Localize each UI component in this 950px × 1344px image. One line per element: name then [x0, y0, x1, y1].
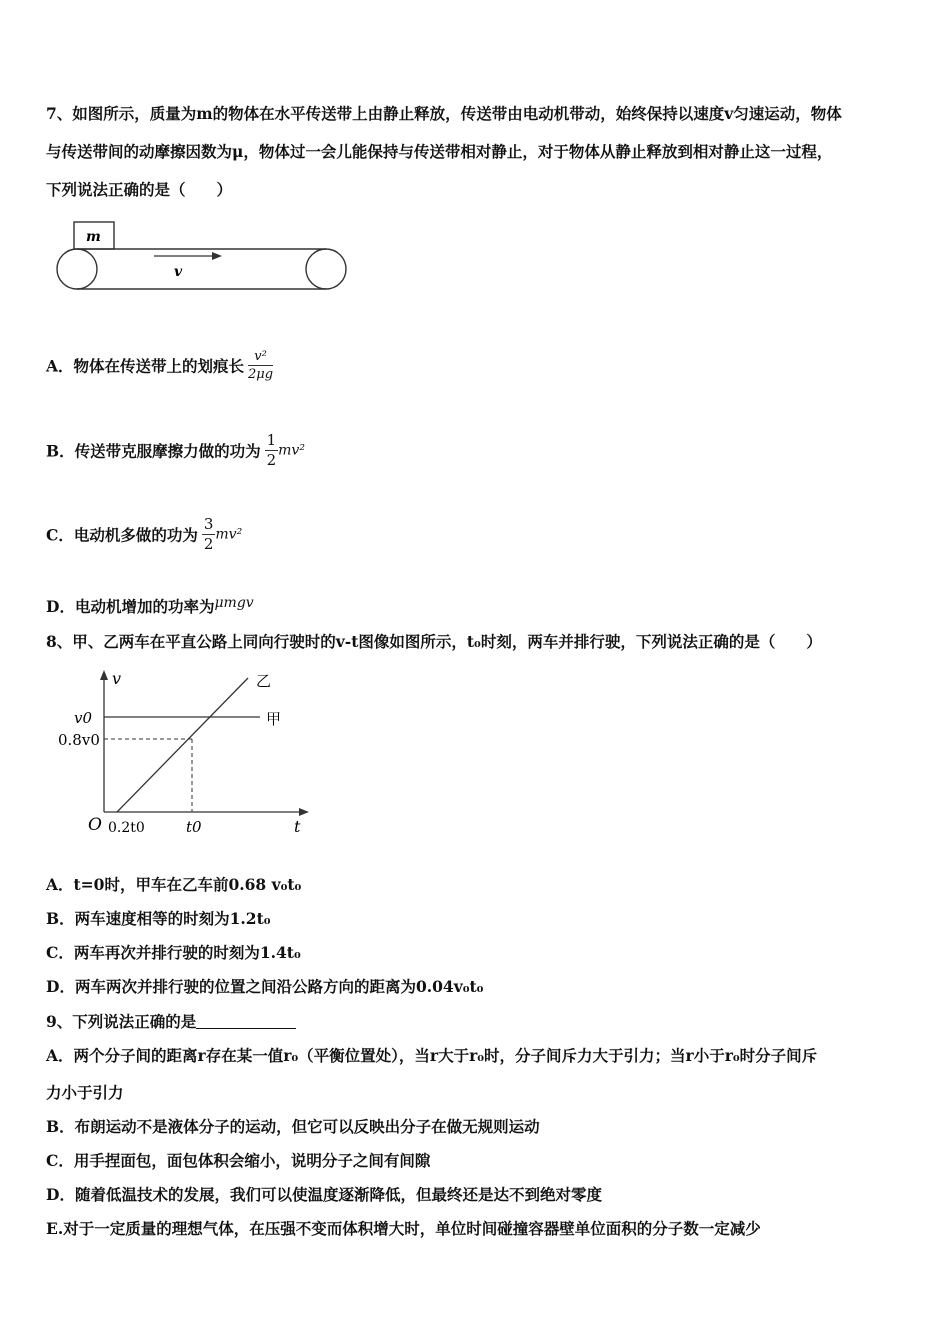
y-axis-label: v: [112, 669, 122, 688]
q9-option-b: B．布朗运动不是液体分子的运动，但它可以反映出分子在做无规则运动: [46, 1117, 540, 1136]
q7-stem-line-2: 与传送带间的动摩擦因数为μ，物体过一会儿能保持与传送带相对静止，对于物体从静止释放到相对静止这一过程，: [46, 142, 833, 161]
q7-option-a: A．物体在传送带上的划痕长 $\frac{\text{v²}}{2\mu g}$: [46, 349, 274, 382]
yi-label: 乙: [256, 672, 272, 690]
answer-blank: [196, 1014, 296, 1029]
q9-option-d: D．随着低温技术的发展，我们可以使温度逐渐降低，但最终还是达不到绝对零度: [46, 1185, 602, 1204]
q7-stem-line-1: 7、如图所示，质量为m的物体在水平传送带上由静止释放，传送带由电动机带动，始终保持以速度v匀速运动，物体: [46, 104, 842, 123]
left-roller: [57, 249, 97, 289]
velocity-label: v: [174, 264, 183, 280]
vt-graph: [52, 664, 312, 840]
q8-option-a: A．t=0时，甲车在乙车前0.68 v₀t₀: [46, 875, 302, 894]
v08-label: 0.8v0: [58, 731, 100, 749]
q9-option-e: E.对于一定质量的理想气体，在压强不变而体积增大时，单位时间碰撞容器壁单位面积的分子数一定减少: [46, 1219, 761, 1238]
t0-label: t0: [186, 818, 202, 836]
block-m-label: m: [86, 229, 101, 245]
right-roller: [306, 249, 346, 289]
yi-line: [117, 678, 248, 812]
q9-stem: 9、下列说法正确的是: [46, 1010, 296, 1032]
jia-label: 甲: [266, 710, 282, 728]
q9-option-a-line-1: A．两个分子间的距离r存在某一值r₀（平衡位置处），当r大于r₀时，分子间斥力大于引力；当r小于r₀时分子间斥: [46, 1046, 818, 1065]
origin-label: O: [88, 815, 102, 835]
q7-stem-line-3: 下列说法正确的是（ ）: [46, 180, 233, 199]
q8-stem: 8、甲、乙两车在平直公路上同向行驶时的v-t图像如图所示，t₀时刻，两车并排行驶，下列说法正确的是（ ）: [46, 632, 822, 651]
q8-option-b: B．两车速度相等的时刻为1.2t₀: [46, 909, 271, 928]
q9-option-a-line-2: 力小于引力: [46, 1083, 124, 1102]
q8-option-c: C．两车再次并排行驶的时刻为1.4t₀: [46, 943, 301, 962]
conveyor-belt-diagram: [50, 216, 355, 298]
x-axis-label: t: [294, 817, 301, 836]
q7-option-d: D．电动机增加的功率为μmgv: [46, 595, 254, 616]
q9-option-c: C．用手捏面包，面包体积会缩小，说明分子之间有间隙: [46, 1151, 431, 1170]
q7-option-b: B．传送带克服摩擦力做的功为 $\frac{1}{2}$ mv²: [46, 431, 305, 469]
v0-label: v0: [74, 709, 93, 727]
t02-label: 0.2t0: [108, 820, 145, 836]
q8-option-d: D．两车两次并排行驶的位置之间沿公路方向的距离为0.04v₀t₀: [46, 977, 484, 996]
q7-option-c: C．电动机多做的功为 $\frac{3}{2}$ mv²: [46, 515, 243, 553]
